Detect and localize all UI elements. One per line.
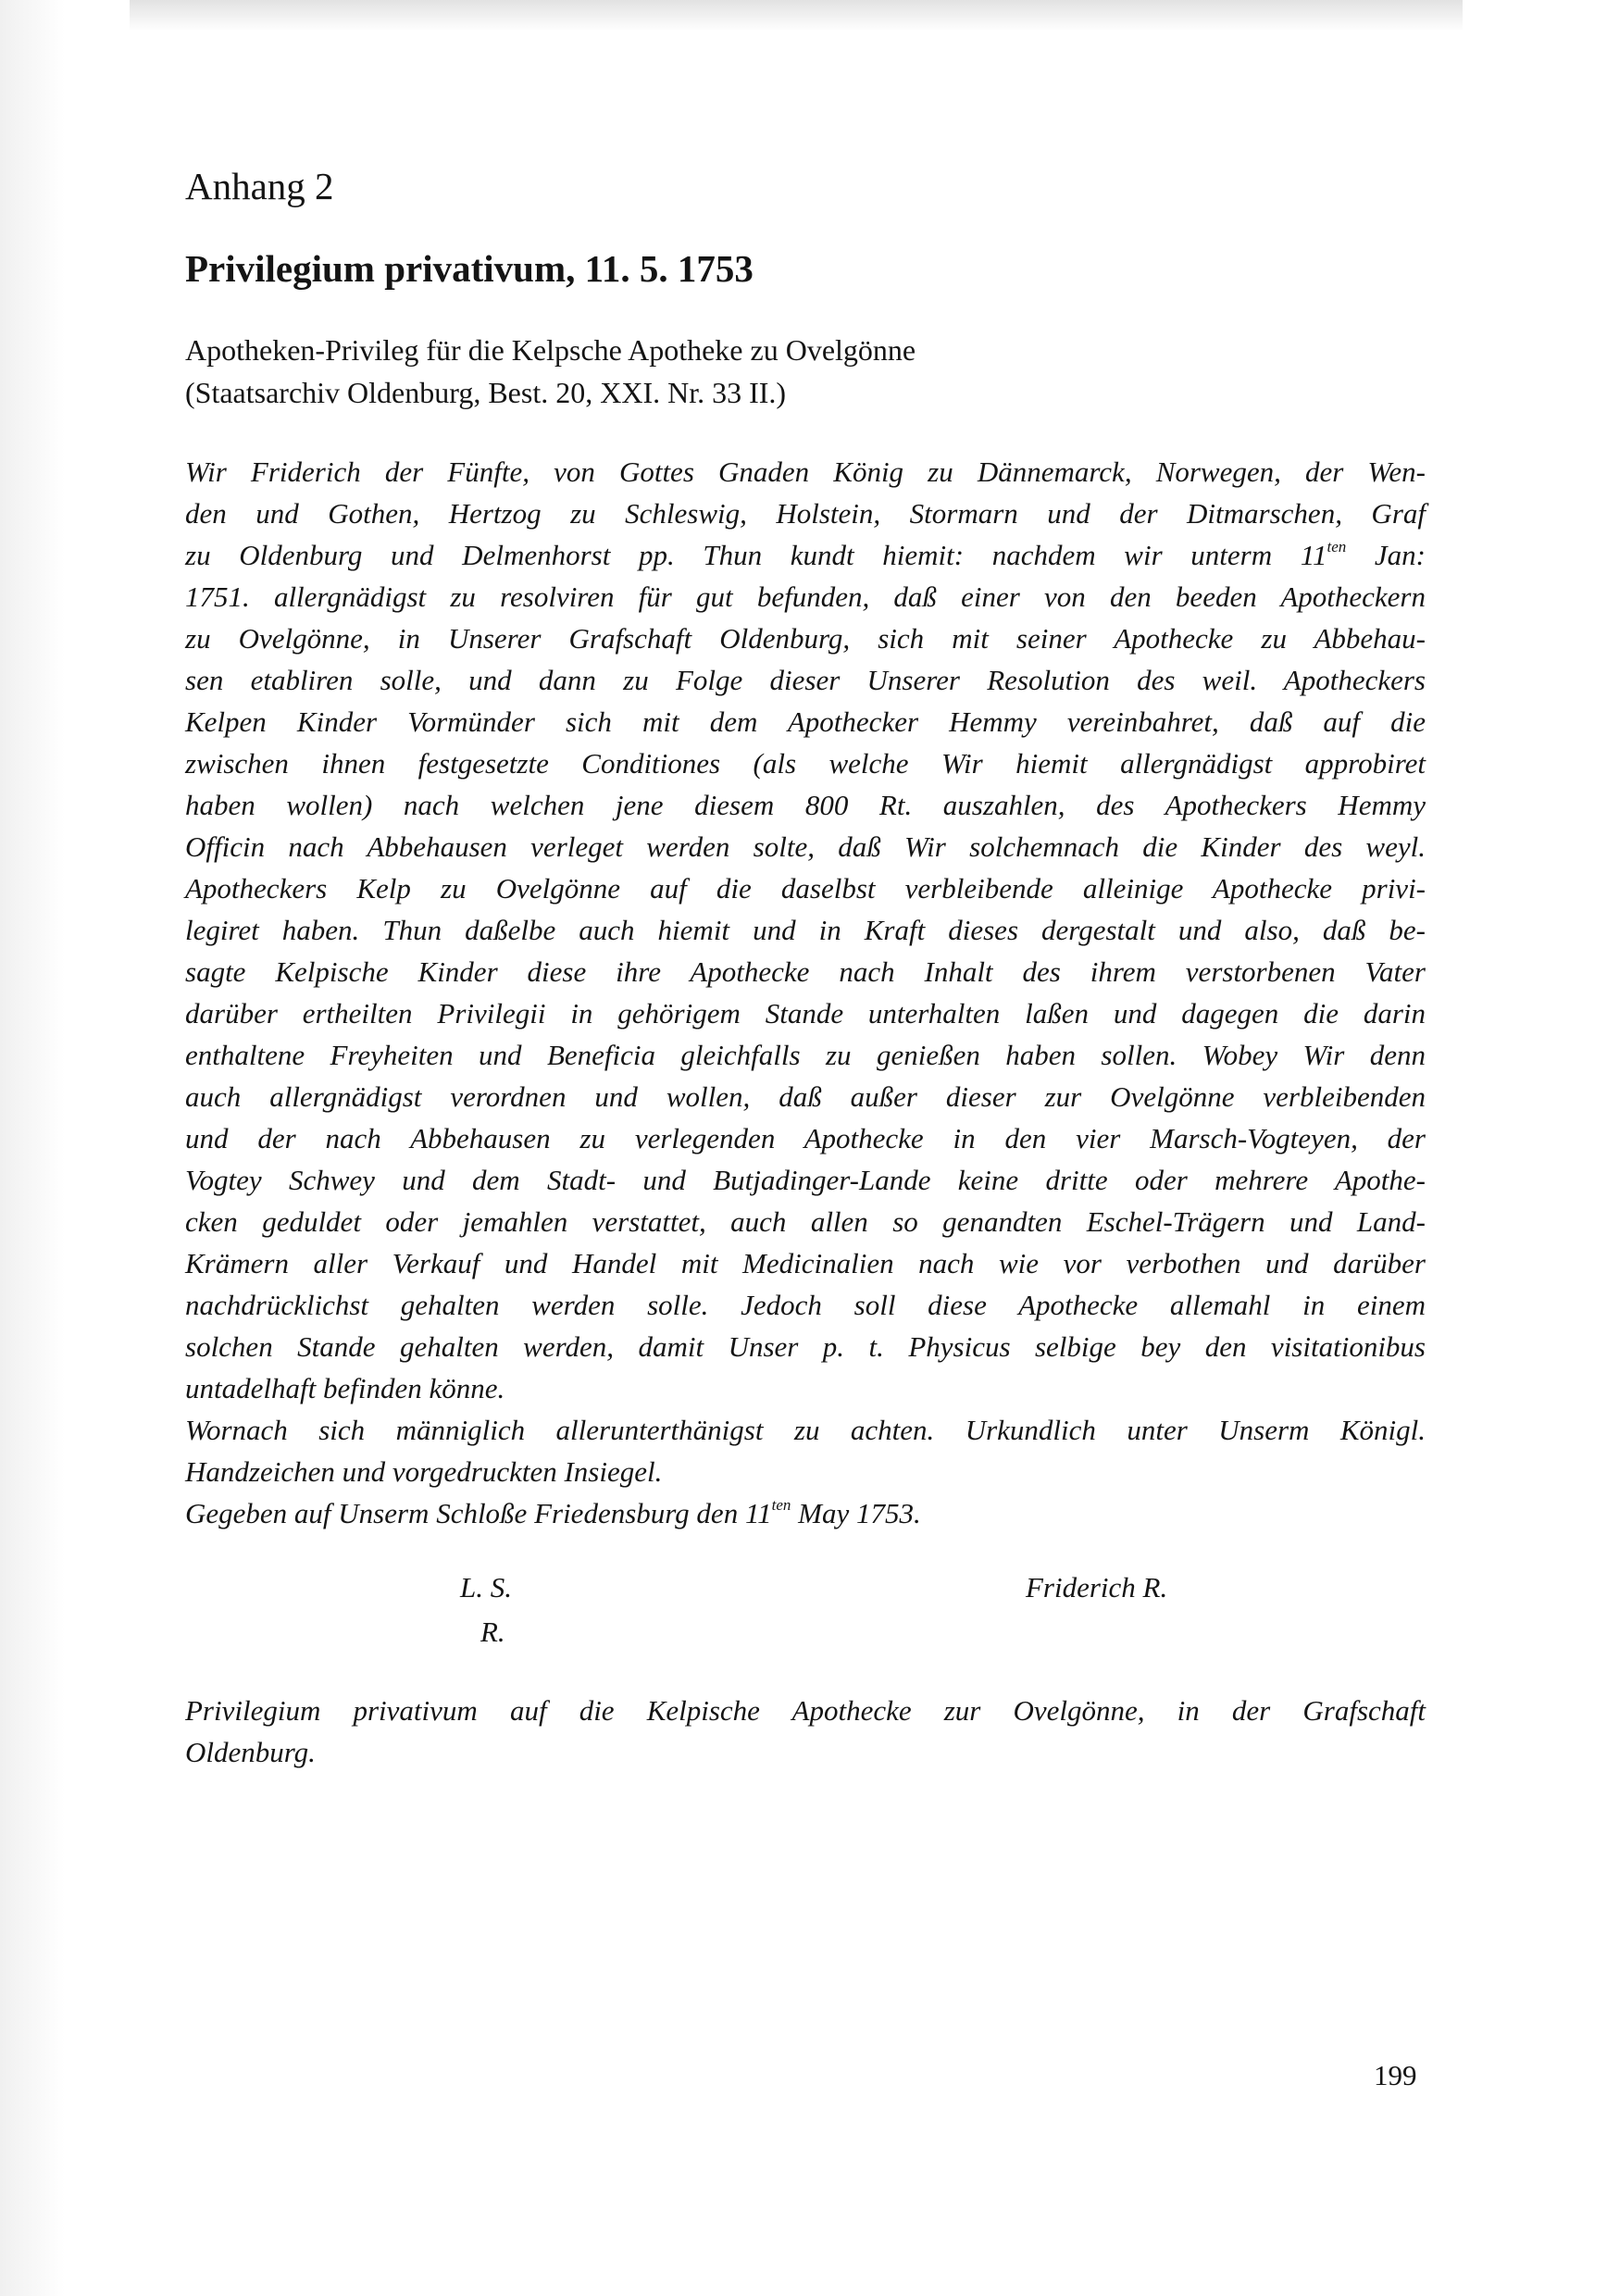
scan-shadow-top <box>130 0 1463 31</box>
text-fragment: zu Oldenburg und Delmenhorst pp. Thun kundt hiemit: nachdem wir unterm 11 <box>185 539 1327 571</box>
text-line: Wir Friderich der Fünfte, von Gottes Gnaden König zu Dännemarck, Norwegen, der Wen- <box>185 455 1426 488</box>
page-number: 199 <box>1374 2059 1417 2091</box>
closing-note <box>185 1690 1426 1773</box>
text-line: nachdrücklichst gehalten werden solle. Jedoch soll diese Apothecke allemahl in einem <box>185 1289 1426 1321</box>
seal-r-mark: R. <box>480 1616 505 1648</box>
text-line: haben wollen) nach welchen jene diesem 800 Rt. auszahlen, des Apotheckers Hemmy <box>185 789 1426 821</box>
text-line: zwischen ihnen festgesetzte Conditiones (als welche Wir hiemit allergnädigst approbiret <box>185 747 1426 780</box>
text-line: Kelpen Kinder Vormünder sich mit dem Apothecker Hemmy vereinbahret, daß auf die <box>185 705 1426 738</box>
text-line: den und Gothen, Hertzog zu Schleswig, Holstein, Stormarn und der Ditmarschen, Graf <box>185 497 1426 530</box>
text-line: Wornach sich männiglich allerunterthänigst zu achten. Urkundlich unter Unserm Königl. <box>185 1414 1426 1446</box>
text-line: auch allergnädigst verordnen und wollen, daß außer dieser zur Ovelgönne verbleibenden <box>185 1080 1426 1113</box>
text-line: darüber ertheilten Privilegii in gehörigem Stande unterhalten laßen und dagegen die darin <box>185 997 1426 1029</box>
text-line: untadelhaft befinden könne. <box>185 1372 505 1404</box>
text-line: Vogtey Schwey und dem Stadt- und Butjadinger-Lande keine dritte oder mehrere Apothe- <box>185 1164 1426 1196</box>
text-line: Privilegium privativum auf die Kelpische Apothecke zur Ovelgönne, in der Grafschaft <box>185 1694 1426 1727</box>
signature-name: Friderich R. <box>1026 1571 1168 1603</box>
seal-mark: L. S. <box>460 1571 512 1603</box>
text-line: sen etabliren solle, und dann zu Folge dieser Unserer Resolution des weil. Apotheckers <box>185 664 1426 696</box>
text-line: Krämern aller Verkauf und Handel mit Medicinalien nach wie vor verbothen und darüber <box>185 1247 1426 1279</box>
superscript: ten <box>771 1496 791 1514</box>
text-fragment: Gegeben auf Unserm Schloße Friedensburg den 11 <box>185 1497 772 1529</box>
source-intro <box>185 329 1426 414</box>
text-line: 1751. allergnädigst zu resolviren für gut befunden, daß einer von den beeden Apotheckern <box>185 580 1426 613</box>
text-line <box>185 534 1426 576</box>
text-line: enthaltene Freyheiten und Beneficia gleichfalls zu genießen haben sollen. Wobey Wir denn <box>185 1039 1426 1071</box>
text-line <box>185 1492 1426 1534</box>
text-line: zu Ovelgönne, in Unserer Grafschaft Oldenburg, sich mit seiner Apothecke zu Abbehau- <box>185 622 1426 655</box>
intro-line: Apotheken-Privileg für die Kelpsche Apotheke zu Ovelgönne <box>185 333 916 367</box>
text-line: Oldenburg. <box>185 1736 316 1768</box>
text-line: legiret haben. Thun daßelbe auch hiemit und in Kraft dieses dergestalt und also, daß be- <box>185 914 1426 946</box>
text-line: und der nach Abbehausen zu verlegenden Apothecke in den vier Marsch-Vogteyen, der <box>185 1122 1426 1154</box>
intro-line: (Staatsarchiv Oldenburg, Best. 20, XXI. Nr. 33 II.) <box>185 376 787 409</box>
text-line: Apotheckers Kelp zu Ovelgönne auf die daselbst verbleibende alleinige Apothecke privi- <box>185 872 1426 905</box>
text-fragment: Jan: <box>1346 539 1426 571</box>
text-line: Officin nach Abbehausen verleget werden solte, daß Wir solchemnach die Kinder des weyl. <box>185 830 1426 863</box>
text-line: sagte Kelpische Kinder diese ihre Apothecke nach Inhalt des ihrem verstorbenen Vater <box>185 955 1426 988</box>
text-line: Handzeichen und vorgedruckten Insiegel. <box>185 1455 663 1488</box>
superscript: ten <box>1327 538 1347 555</box>
page-title: Privilegium privativum, 11. 5. 1753 <box>185 247 754 290</box>
text-line: solchen Stande gehalten werden, damit Unser p. t. Physicus selbige bey den visitationibus <box>185 1330 1426 1363</box>
text-line: cken geduldet oder jemahlen verstattet, auch allen so genandten Eschel-Trägern und Land- <box>185 1205 1426 1238</box>
text-fragment: May 1753. <box>791 1497 921 1529</box>
scan-shadow-left <box>0 0 65 2296</box>
privilege-text <box>185 451 1426 1534</box>
section-label: Anhang 2 <box>185 165 334 207</box>
